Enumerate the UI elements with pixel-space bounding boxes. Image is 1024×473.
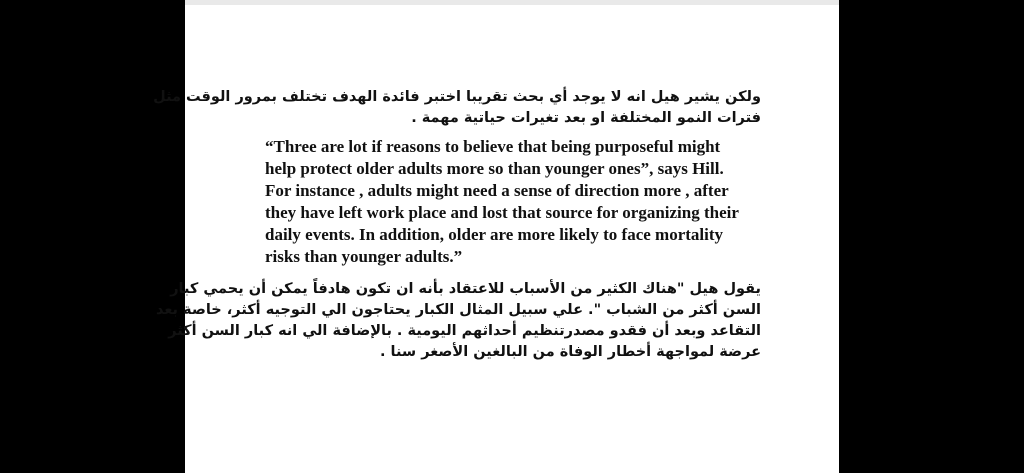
english-quote-line: “Three are lot if reasons to believe that being purposeful might — [265, 137, 721, 156]
document-page — [153, 0, 839, 473]
english-quote-line: daily events. In addition, older are more likely to face mortality — [265, 225, 724, 244]
arabic-translation-line: التقاعد وبعد أن فقدو مصدرتنظيم أحداثهم اليومية . بالإضافة الي انه كبار السن أكثر — [168, 323, 761, 339]
english-quote-line: help protect older adults more so than younger ones”, says Hill. — [265, 159, 724, 178]
arabic-translation-line: السن أكثر من الشباب ". علي سبيل المثال الكبار يحتاجون الي التوجيه أكثر، خاصة بعد — [156, 302, 761, 318]
arabic-translation-line: عرضة لمواجهة أخطار الوفاة من البالغين الأصغر سنا . — [379, 344, 761, 360]
english-quote-line: they have left work place and lost that source for organizing their — [265, 203, 739, 222]
english-quote-line: For instance , adults might need a sense of direction more , after — [265, 181, 729, 200]
arabic-translation-line: يقول هيل "هناك الكثير من الأسباب للاعتقاد بأنه ان تكون هادفاً يمكن أن يحمي كبار — [170, 281, 761, 297]
arabic-translation-paragraph — [156, 279, 761, 363]
arabic-intro-paragraph — [153, 87, 761, 129]
arabic-intro-line: ولكن يشير هيل انه لا يوجد أي بحث تقريبا اختبر فائدة الهدف تختلف بمرور الوقت مثل — [153, 89, 761, 105]
arabic-intro-line: فترات النمو المختلفة او بعد تغيرات حياتية مهمة . — [411, 110, 761, 126]
english-quote-line: risks than younger adults.” — [265, 247, 463, 266]
page-top-edge — [185, 0, 839, 5]
english-quote-paragraph — [265, 136, 765, 268]
